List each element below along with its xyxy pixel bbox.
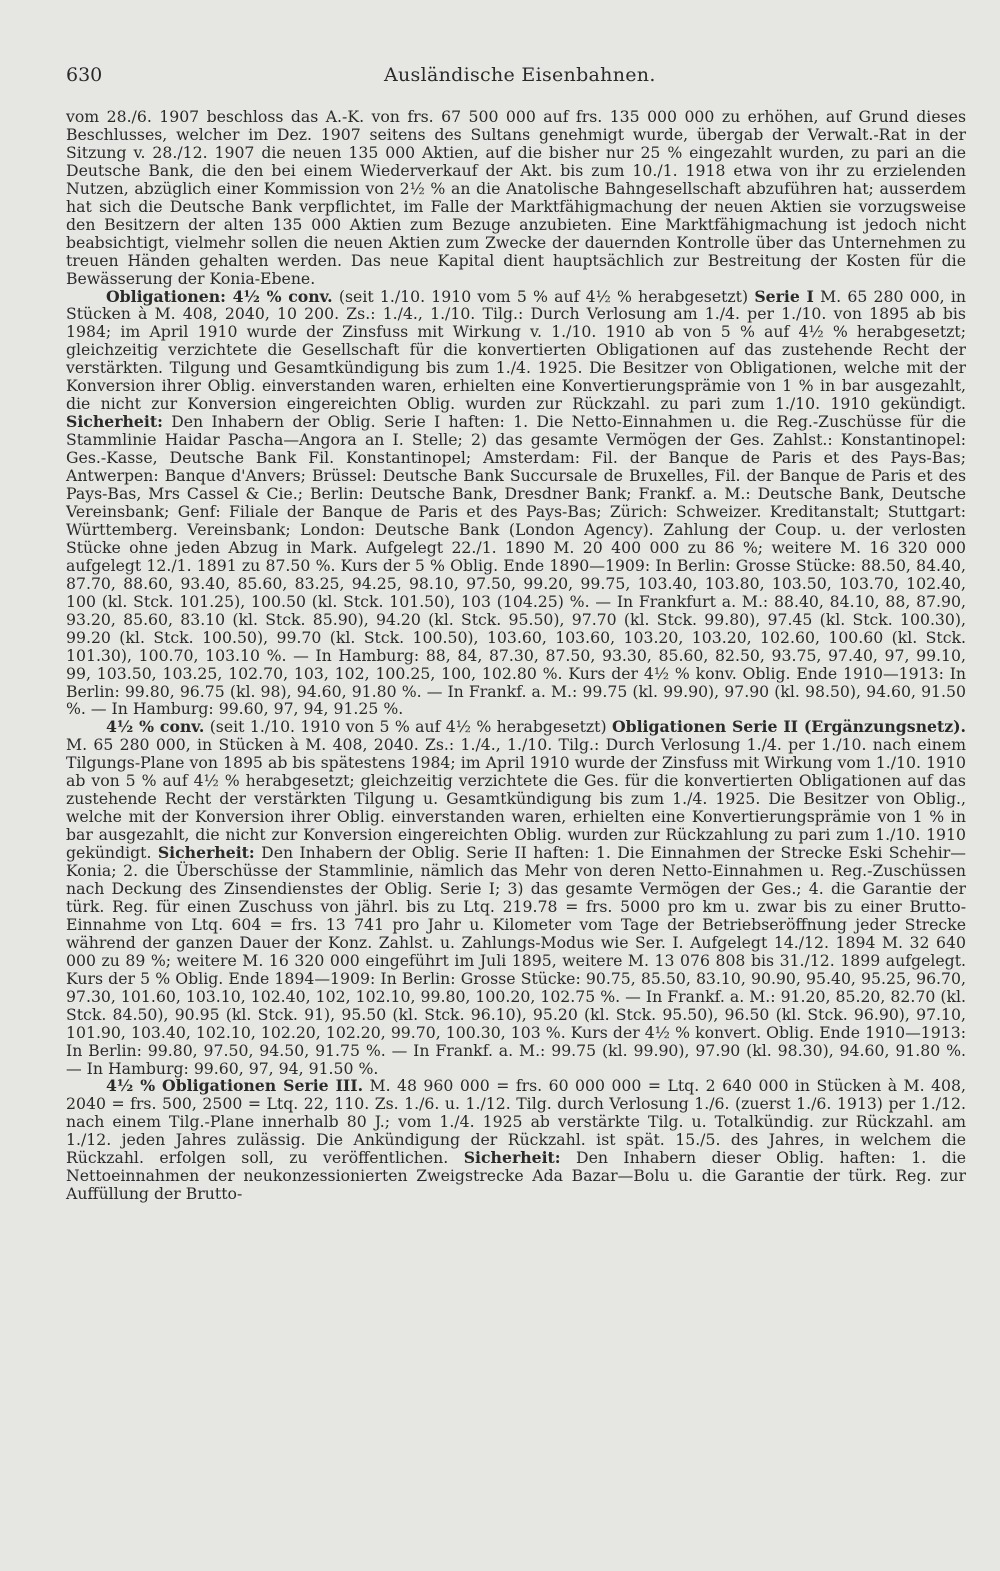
- obligationen-heading: 4½ % Obligationen Serie III.: [106, 1076, 364, 1096]
- paragraph-text: Den Inhabern der Oblig. Serie I haften: 1. Die Netto-Einnahmen u. die Reg.-Zuschüsse für die Stammlinie Haidar Pascha—Angora an I. Stelle; 2) das gesamte Vermögen der Ges. Zahlst.: Konstantinopel: Ges.-Kasse, Deutsche Bank Fil. Konstantinopel; Amsterdam: Fil. der Banque de Paris et des Pays-Bas; Antwerpen: Banque d'Anvers; Brüssel: Deutsche Bank Succursale de Bruxelles, Fil. der Banque de Paris et des Pays-Bas, Mrs Cassel & Cie.; Berlin: Deutsche Bank, Dresdner Bank; Frankf. a. M.: Deutsche Bank, Deutsche Vereinsbank; Genf: Filiale der Banque de Paris et des Pays-Bas; Zürich: Schweizer. Kreditanstalt; Stuttgart: Württemberg. Vereinsbank; London: Deutsche Bank (London Agency). Zahlung der Coup. u. der verlosten Stücke ohne jeden Abzug in Mark. Aufgelegt 22./1. 1890 M. 20 400 000 zu 86 %; weitere M. 16 320 000 aufgelegt 12./1. 1891 zu 87.50 %. Kurs der 5 % Oblig. Ende 1890—1909: In Berlin: Grosse Stücke: 88.50, 84.40, 87.70, 88.60, 93.40, 85.60, 83.25, 94.25, 98.10, 97.50, 99.20, 99.75, 103.40, 103.80, 103.50, 103.70, 102.40, 100 (kl. Stck. 101.25), 100.50 (kl. Stck. 101.50), 103 (104.25) %. — In Frankfurt a. M.: 88.40, 84.10, 88, 87.90, 93.20, 85.60, 83.10 (kl. Stck. 85.90), 94.20 (kl. Stck. 95.50), 97.70 (kl. Stck. 99.80), 97.45 (kl. Stck. 100.30), 99.20 (kl. Stck. 100.50), 99.70 (kl. Stck. 100.50), 103.60, 103.60, 103.20, 103.20, 102.60, 100.60 (kl. Stck. 101.30), 100.70, 103.10 %. — In Hamburg: 88, 84, 87.30, 87.50, 93.30, 85.60, 82.50, 93.75, 97.40, 97, 99.10, 99, 103.50, 103.25, 102.70, 103, 102, 100.25, 100, 102.80 %. Kurs der 4½ % konv. Oblig. Ende 1910—1913: In Berlin: 99.80, 96.75 (kl. 98), 94.60, 91.80 %. — In Frankf. a. M.: 99.75 (kl. 99.90), 97.90 (kl. 98.50), 94.60, 91.50 %. — In Hamburg: 99.60, 97, 94, 91.25 %.: [66, 412, 966, 719]
- obligationen-heading: Obligationen: 4½ % conv.: [106, 286, 333, 306]
- obligationen-heading: Obligationen Serie II (Ergänzungsnetz).: [611, 717, 966, 737]
- paragraph-text: Den Inhabern dieser Oblig. haften: 1. die Nettoeinnahmen der neukonzessionierten Zweigstrecke Ada Bazar—Bolu u. die Garantie der türk. Reg. zur Auffüllung der Brutto-: [66, 1148, 966, 1204]
- paragraph-capital-increase: [66, 108, 966, 288]
- paragraph-text: M. 48 960 000 = frs. 60 000 000 = Ltq. 2 640 000 in Stücken à M. 408, 2040 = frs. 500, 2500 = Ltq. 22, 110. Zs. 1./6. u. 1./12. Tilg. durch Verlosung 1./6. (zuerst 1./6. 1913) per 1./12. nach einem Tilg.-Plane innerhalb 80 J.; vom 1./4. 1925 ab verstärkte Tilg. u. Totalkündig. zur Rückzahl. am 1./12. jeden Jahres zulässig. Die Ankündigung der Rückzahl. ist spät. 15./5. des Jahres, in welchem die Rückzahl. erfolgen soll, zu veröffentlichen.: [66, 1076, 966, 1168]
- paragraph-text: (seit 1./10. 1910 vom 5 % auf 4½ % herabgesetzt): [332, 286, 755, 306]
- paragraph-text: Den Inhabern der Oblig. Serie II haften: 1. Die Einnahmen der Strecke Eski Schehir—Konia; 2. die Überschüsse der Stammlinie, nämlich das Mehr von deren Netto-Einnahmen u. Reg.-Zuschüssen nach Deckung des Zinsendienstes der Oblig. Serie I; 3) das gesamte Vermögen der Ges.; 4. die Garantie der türk. Reg. für einen Zuschuss von jährl. bis zu Ltq. 219.78 = frs. 5000 pro km u. zwar bis zu einer Brutto-Einnahme von Ltq. 604 = frs. 13 741 pro Jahr u. Kilometer vom Tage der Betriebseröffnung jeder Strecke während der ganzen Dauer der Konz. Zahlst. u. Zahlungs-Modus wie Ser. I. Aufgelegt 14./12. 1894 M. 32 640 000 zu 89 %; weitere M. 16 320 000 eingeführt im Juli 1895, weitere M. 13 076 808 bis 31./12. 1899 aufgelegt. Kurs der 5 % Oblig. Ende 1894—1909: In Berlin: Grosse Stücke: 90.75, 85.50, 83.10, 90.90, 95.40, 95.25, 96.70, 97.30, 101.60, 103.10, 102.40, 102, 102.10, 99.80, 100.20, 102.75 %. — In Frankf. a. M.: 91.20, 85.20, 82.70 (kl. Stck. 84.50), 90.95 (kl. Stck. 91), 95.50 (kl. Stck. 96.10), 95.20 (kl. Stck. 95.50), 96.50 (kl. Stck. 96.90), 97.10, 101.90, 103.40, 102.10, 102.20, 102.20, 99.70, 100.30, 103 %. Kurs der 4½ % konvert. Oblig. Ende 1910—1913: In Berlin: 99.80, 97.50, 94.50, 91.75 %. — In Frankf. a. M.: 99.75 (kl. 99.90), 97.90 (kl. 98.30), 94.60, 91.80 %. — In Hamburg: 99.60, 97, 94, 91.50 %.: [66, 843, 966, 1078]
- sicherheit-label: Sicherheit:: [157, 843, 255, 863]
- conv-label: 4½ % conv.: [106, 717, 205, 737]
- paragraph-obligationen-serie-3: [66, 1077, 966, 1203]
- page-header: [66, 58, 966, 98]
- paragraph-text: (seit 1./10. 1910 von 5 % auf 4½ % herabgesetzt): [204, 717, 612, 737]
- paragraph-obligationen-serie-1: [66, 288, 966, 719]
- running-title: Ausländische Eisenbahnen.: [384, 64, 656, 86]
- paragraph-text: vom 28./6. 1907 beschloss das A.-K. von frs. 67 500 000 auf frs. 135 000 000 zu erhöhen, auf Grund dieses Beschlusses, welcher im Dez. 1907 seitens des Sultans genehmigt wurde, übergab der Verwalt.-Rat in der Sitzung v. 28./12. 1907 die neuen 135 000 Aktien, auf die bisher nur 25 % eingezahlt wurden, zu pari an die Deutsche Bank, die den bei einem Wiederverkauf der Akt. bis zum 10./1. 1918 etwa von ihr zu erzielenden Nutzen, abzüglich einer Kommission von 2½ % an die Anatolische Bahngesellschaft abzuführen hat; ausserdem hat sich die Deutsche Bank verpflichtet, im Falle der Marktfähigmachung der neuen Aktien sie vorzugsweise den Besitzern der alten 135 000 Aktien zum Bezuge anzubieten. Eine Marktfähigmachung ist jedoch nicht beabsichtigt, vielmehr sollen die neuen Aktien zum Zwecke der dauernden Kontrolle über das Unternehmen zu treuen Händen gehalten werden. Das neue Kapital dient hauptsächlich zur Bestreitung der Kosten für die Bewässerung der Konia-Ebene.: [66, 107, 966, 288]
- page-number: 630: [66, 64, 103, 86]
- sicherheit-label: Sicherheit:: [66, 412, 163, 432]
- body-text: [66, 108, 966, 1203]
- paragraph-text: M. 65 280 000, in Stücken à M. 408, 2040, 10 200. Zs.: 1./4., 1./10. Tilg.: Durch Verlosung am 1./4. per 1./10. von 1895 ab bis 1984; im April 1910 wurde der Zinsfuss mit Wirkung v. 1./10. 1910 ab von 5 % auf 4½ % herabgesetzt; gleichzeitig verzichtete die Gesellschaft für die konvertierten Obligationen auf das zustehende Recht der verstärkten. Tilgung und Gesamtkündigung bis zum 1./4. 1925. Die Besitzer von Obligationen, welche mit der Konversion ihrer Oblig. einverstanden waren, erhielten eine Konvertierungsprämie von 1 % in bar ausgezahlt, die nicht zur Konversion eingereichten Oblig. wurden zur Rückzahl. zu pari zum 1./10. 1910 gekündigt.: [66, 286, 966, 414]
- serie-label: Serie I: [754, 286, 814, 306]
- paragraph-obligationen-serie-2: [66, 718, 966, 1077]
- paragraph-text: M. 65 280 000, in Stücken à M. 408, 2040. Zs.: 1./4., 1./10. Tilg.: Durch Verlosung 1./4. per 1./10. nach einem Tilgungs-Plane von 1895 ab bis spätestens 1984; im April 1910 wurde der Zinsfuss mit Wirkung vom 1./10. 1910 ab von 5 % auf 4½ % herabgesetzt; gleichzeitig verzichtete die Ges. für die konvertierten Obligationen auf das zustehende Recht der verstärkten Tilgung u. Gesamtkündigung bis zum 1./4. 1925. Die Besitzer von Oblig., welche mit der Konversion ihrer Oblig. einverstanden waren, erhielten eine Konvertierungsprämie von 1 % in bar ausgezahlt, die nicht zur Konversion eingereichten Oblig. wurden zur Rückzahlung zu pari zum 1./10. 1910 gekündigt.: [66, 735, 966, 863]
- sicherheit-label: Sicherheit:: [463, 1148, 561, 1168]
